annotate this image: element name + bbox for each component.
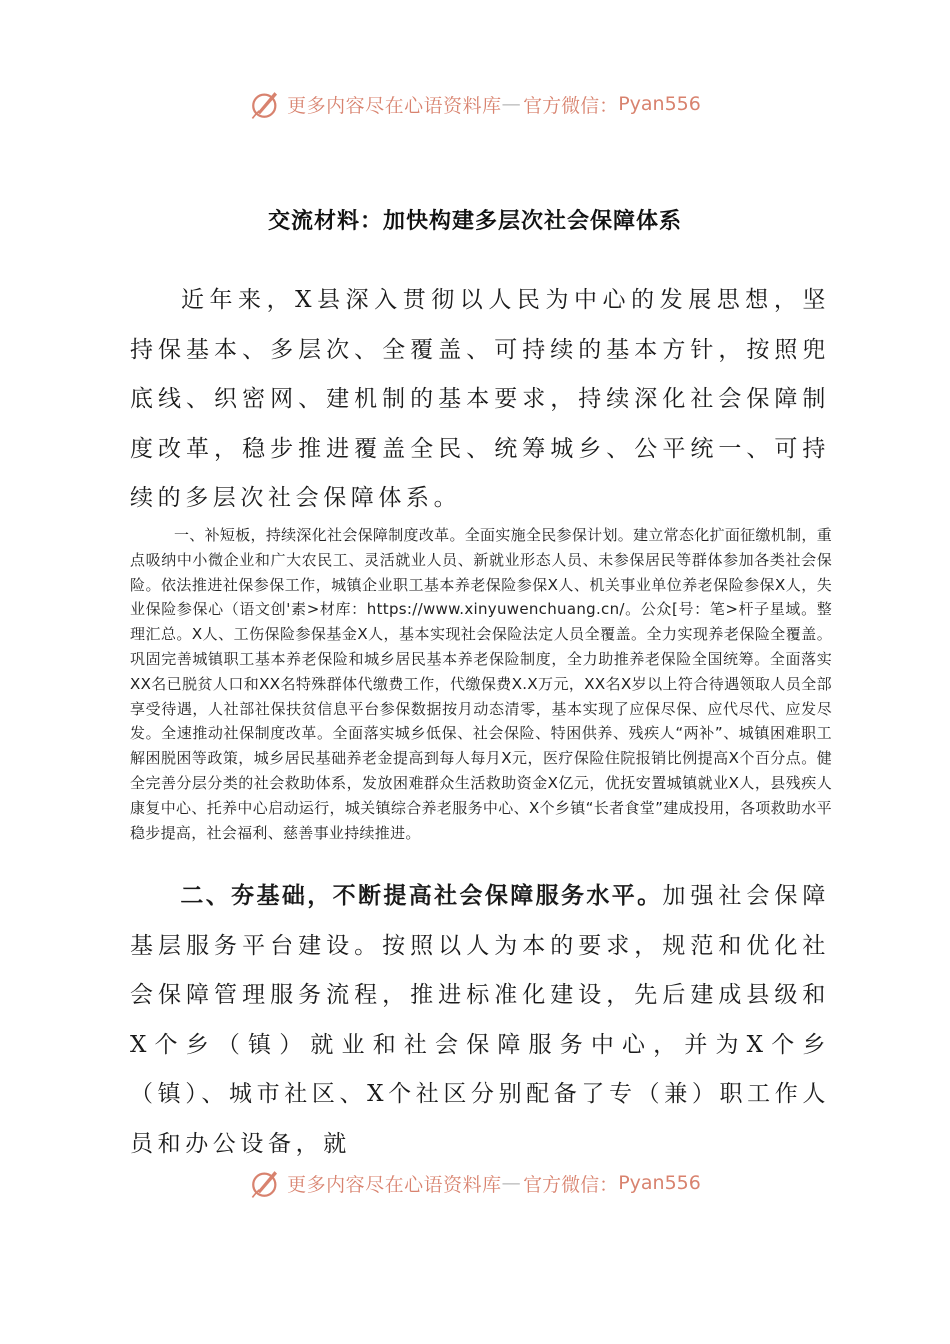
banner-contact-label: 官方微信： [523,94,619,117]
section-2-heading: 二、夯基础，不断提高社会保障服务水平。 [180,883,663,909]
quill-pen-logo-icon [249,1166,283,1200]
section-1-text: 一、补短板，持续深化社会保障制度改革。全面实施全民参保计划。建立常态化扩面征缴机制，重点吸纳中小微企业和广大农民工、灵活就业人员、新就业形态人员、未参保居民等群体参加各类社会保险。依法推进社保参保工作，城镇企业职工基本养老保险参保X人、机关事业单位养老保险参保X人，失业保险参保心（语文创'素>材库：https://www.xinyuwenchuang.cn/。公众[号：笔>杆子星域。整理汇总。X人、工伤保险参保基金X人，基本实现社会保险法定人员全覆盖。全力实现养老保险全覆盖。巩固完善城镇职工基本养老保险和城乡居民基本养老保险制度，全力助推养老保险全国统筹。全面落实XX名已脱贫人口和XX名特殊群体代缴费工作，代缴保费X.X万元，XX名X岁以上符合待遇领取人员全部享受待遇，人社部社保扶贫信息平台参保数据按月动态清零，基本实现了应保尽保、应代尽代、应发尽发。全速推动社保制度改革。全面落实城乡低保、社会保险、特困供养、残疾人“两补”、城镇困难职工解困脱困等政策，城乡居民基础养老金提高到每人每月X元，医疗保险住院报销比例提高X个百分点。健全完善分层分类的社会救助体系，发放困难群众生活救助资金X亿元，优抚安置城镇就业X人，县残疾人康复中心、托养中心启动运行，城关镇综合养老服务中心、X个乡镇“长者食堂”建成投用，各项救助水平稳步提高，社会福利、慈善事业持续推进。 [130,526,832,842]
footer-watermark-banner [0,1163,950,1203]
header-watermark-banner [0,84,950,124]
intro-paragraph [130,276,830,524]
section-2-paragraph [130,872,830,1169]
intro-text: 近年来，X县深入贯彻以人民为中心的发展思想，坚持保基本、多层次、全覆盖、可持续的基本方针，按照兜底线、织密网、建机制的基本要求，持续深化社会保障制度改革，稳步推进覆盖全民、统筹城乡、公平统一、可持续的多层次社会保障体系。 [130,287,830,511]
document-title: 交流材料：加快构建多层次社会保障体系 [267,209,682,234]
quill-pen-logo-icon [249,87,283,121]
banner-slogan: 更多内容尽在心语资料库 [287,1173,502,1196]
banner-separator: — [501,1172,522,1194]
banner-contact-id: Pyan556 [618,1172,701,1194]
section-1-paragraph [130,523,832,845]
section-2-text: 加强社会保障基层服务平台建设。按照以人为本的要求，规范和优化社会保障管理服务流程，推进标准化建设，先后建成县级和X个乡（镇）就业和社会保障服务中心，并为X个乡（镇）、城市社区、X个社区分别配备了专（兼）职工作人员和办公设备，就 [130,883,830,1157]
banner-contact-id: Pyan556 [618,93,701,115]
banner-slogan: 更多内容尽在心语资料库 [287,94,502,117]
banner-separator: — [501,93,522,115]
banner-contact-label: 官方微信： [523,1173,619,1196]
